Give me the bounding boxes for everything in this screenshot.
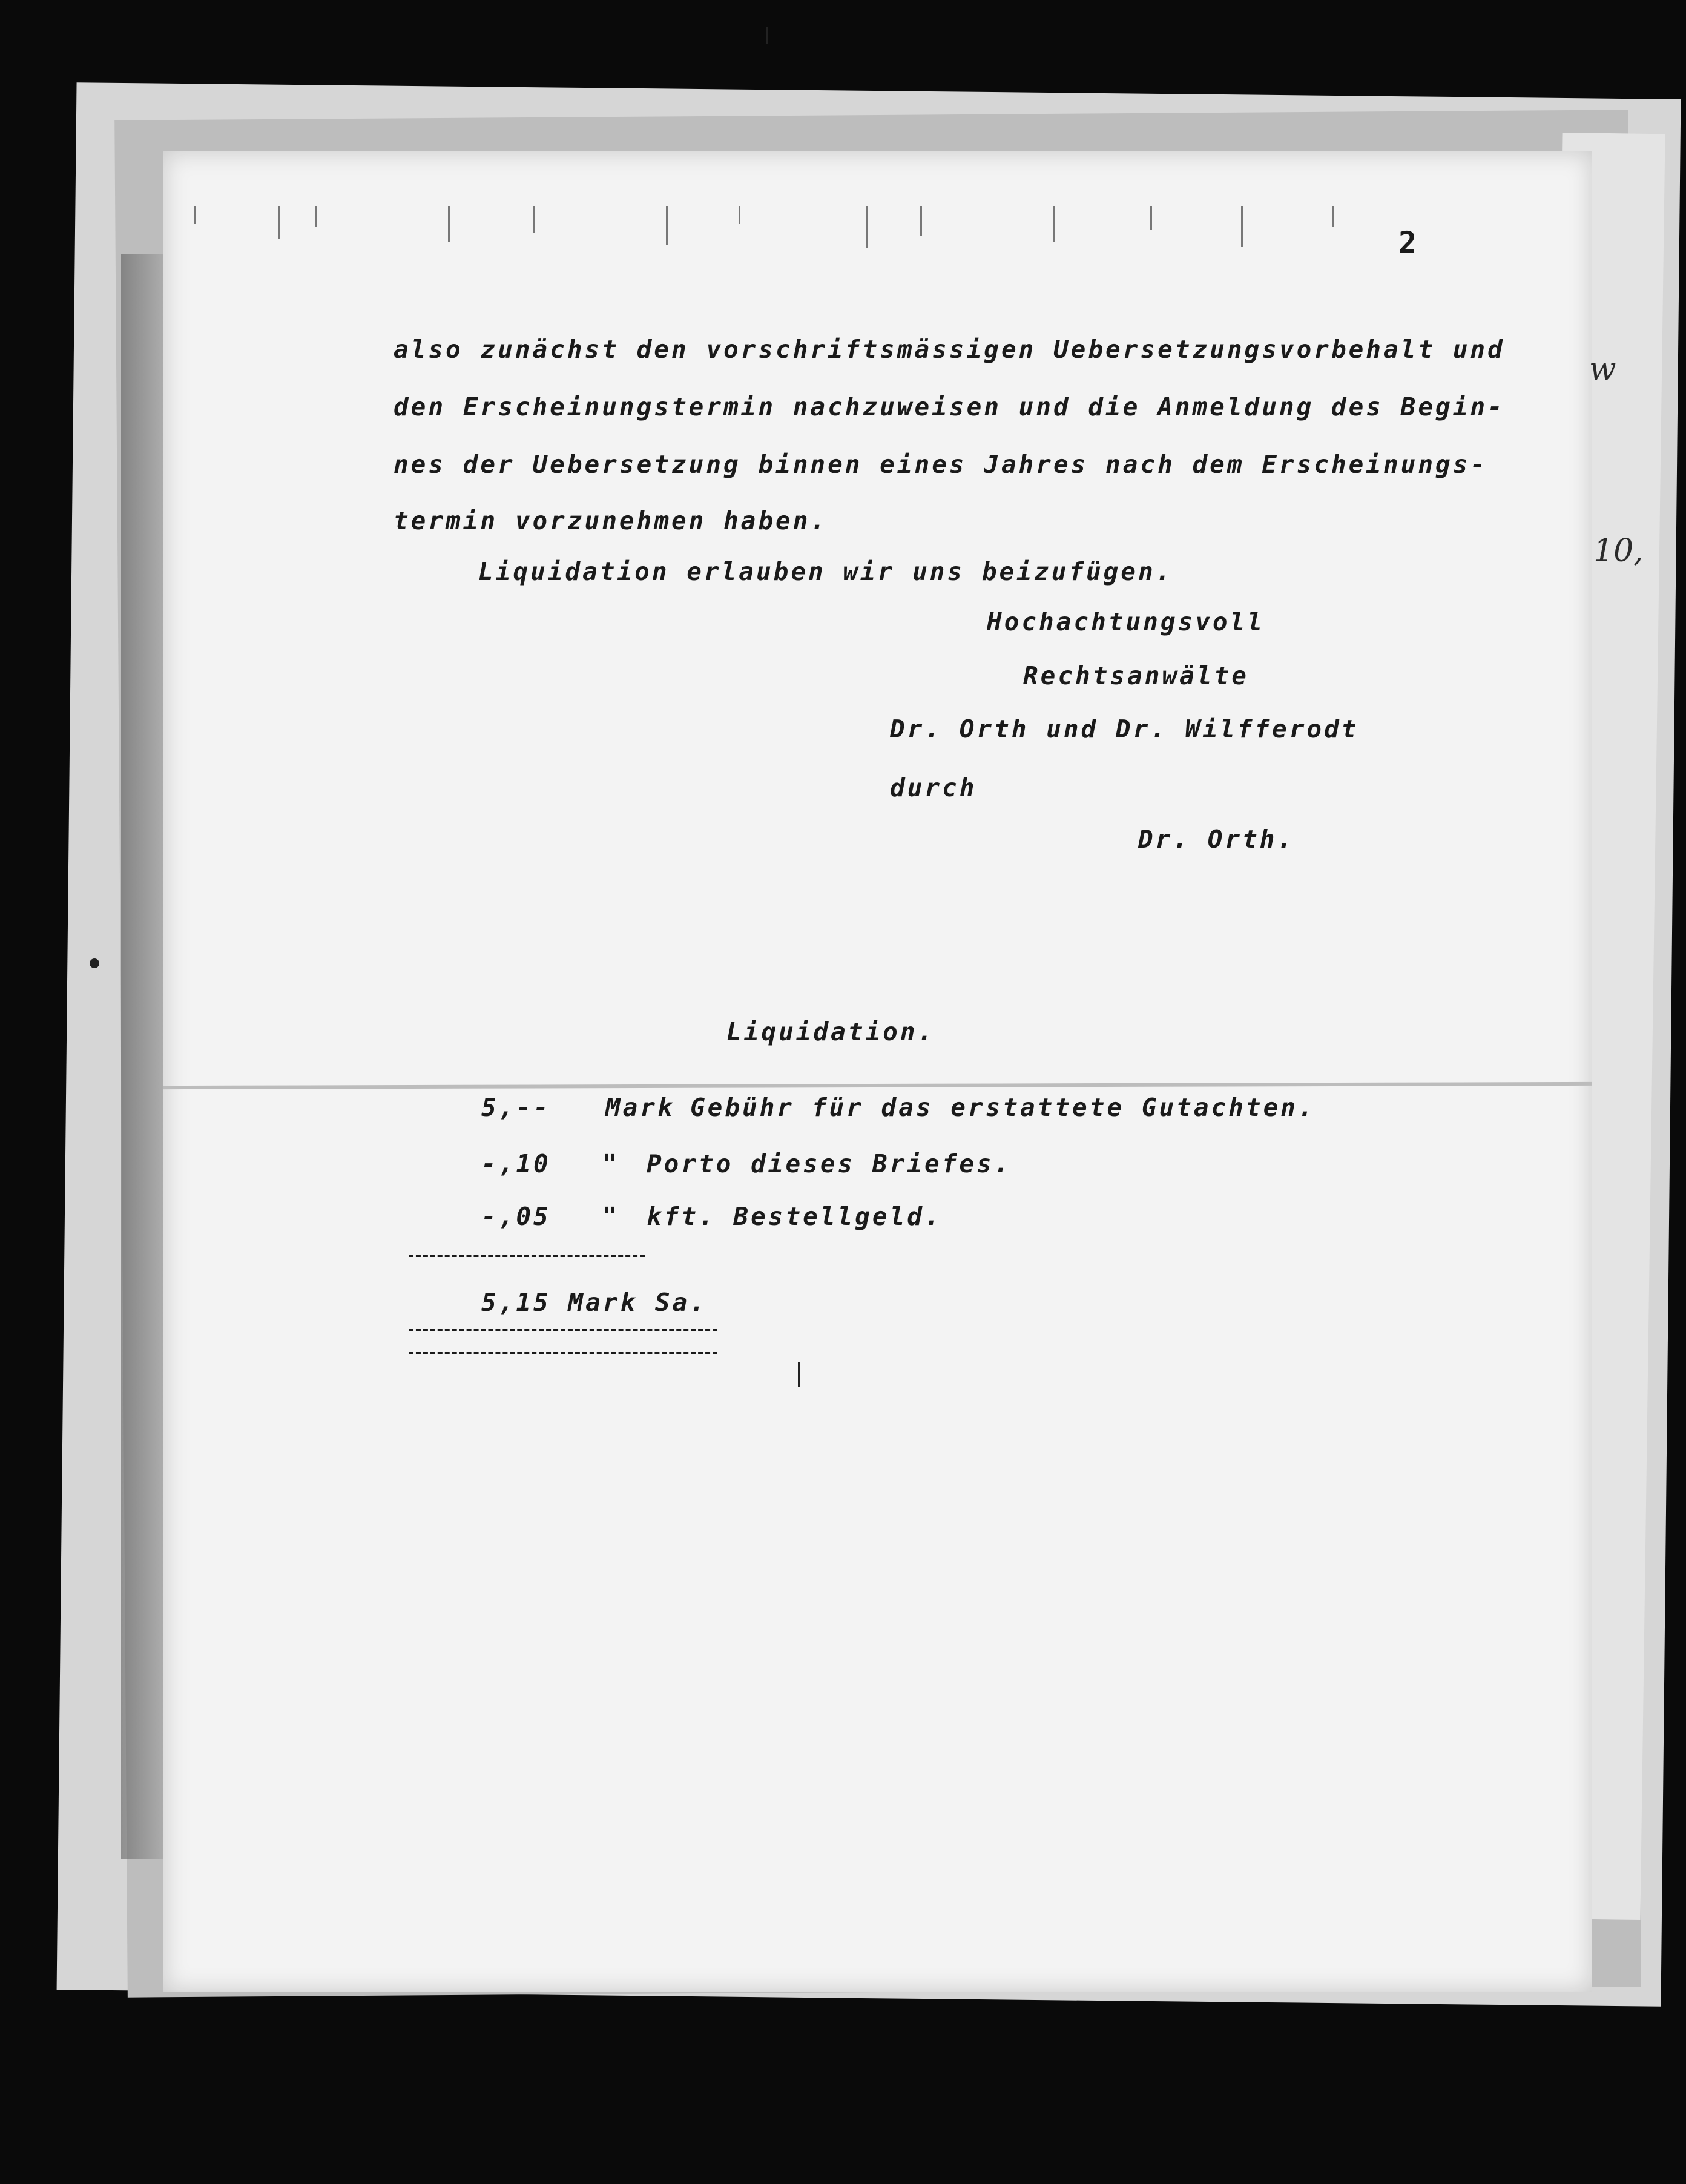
liquidation-item-unit: " (602, 1149, 620, 1178)
liquidation-item-unit: Mark (605, 1093, 675, 1122)
page-number: 2 (1398, 225, 1417, 260)
margin-mark: 10, (1593, 533, 1644, 569)
liquidation-item-amount: -,05 (481, 1202, 551, 1231)
signature-signer: Dr. Orth. (1138, 825, 1295, 854)
liquidation-item-description: Porto dieses Briefes. (647, 1149, 1012, 1178)
closing-sentence: Liquidation erlauben wir uns beizufügen. (478, 557, 1173, 586)
ink-spot (90, 958, 99, 968)
ink-stroke (766, 27, 768, 44)
signature-firm: Dr. Orth und Dr. Wilfferodt (890, 714, 1359, 744)
body-line-2: den Erscheinungstermin nachzuweisen und die Anmeldung des Begin- (394, 392, 1505, 421)
total-rule-upper (409, 1329, 717, 1333)
liquidation-item-amount: -,10 (481, 1149, 551, 1178)
document-page (163, 151, 1592, 1992)
body-line-1: also zunächst den vorschriftsmässigen Uebersetzungsvorbehalt und (394, 335, 1505, 364)
signature-role: Rechtsanwälte (1023, 661, 1249, 690)
salutation: Hochachtungsvoll (987, 607, 1265, 636)
liquidation-item-amount: 5,-- (481, 1093, 551, 1122)
total-rule-lower (409, 1352, 717, 1356)
liquidation-heading: Liquidation. (726, 1017, 935, 1046)
signature-through: durch (890, 773, 977, 802)
liquidation-item-description: Gebühr für das erstattete Gutachten. (690, 1093, 1316, 1122)
typewriter-tick-marks (194, 206, 1404, 260)
margin-mark: w (1589, 351, 1616, 388)
liquidation-item-unit: " (602, 1202, 620, 1231)
body-line-3: nes der Uebersetzung binnen eines Jahres nach dem Erscheinungs- (394, 450, 1488, 479)
liquidation-item-description: kft. Bestellgeld. (647, 1202, 942, 1231)
liquidation-total: 5,15 Mark Sa. (481, 1288, 707, 1317)
ink-stroke (798, 1362, 800, 1387)
subtotal-rule (409, 1255, 645, 1259)
body-line-4: termin vorzunehmen haben. (394, 506, 828, 535)
